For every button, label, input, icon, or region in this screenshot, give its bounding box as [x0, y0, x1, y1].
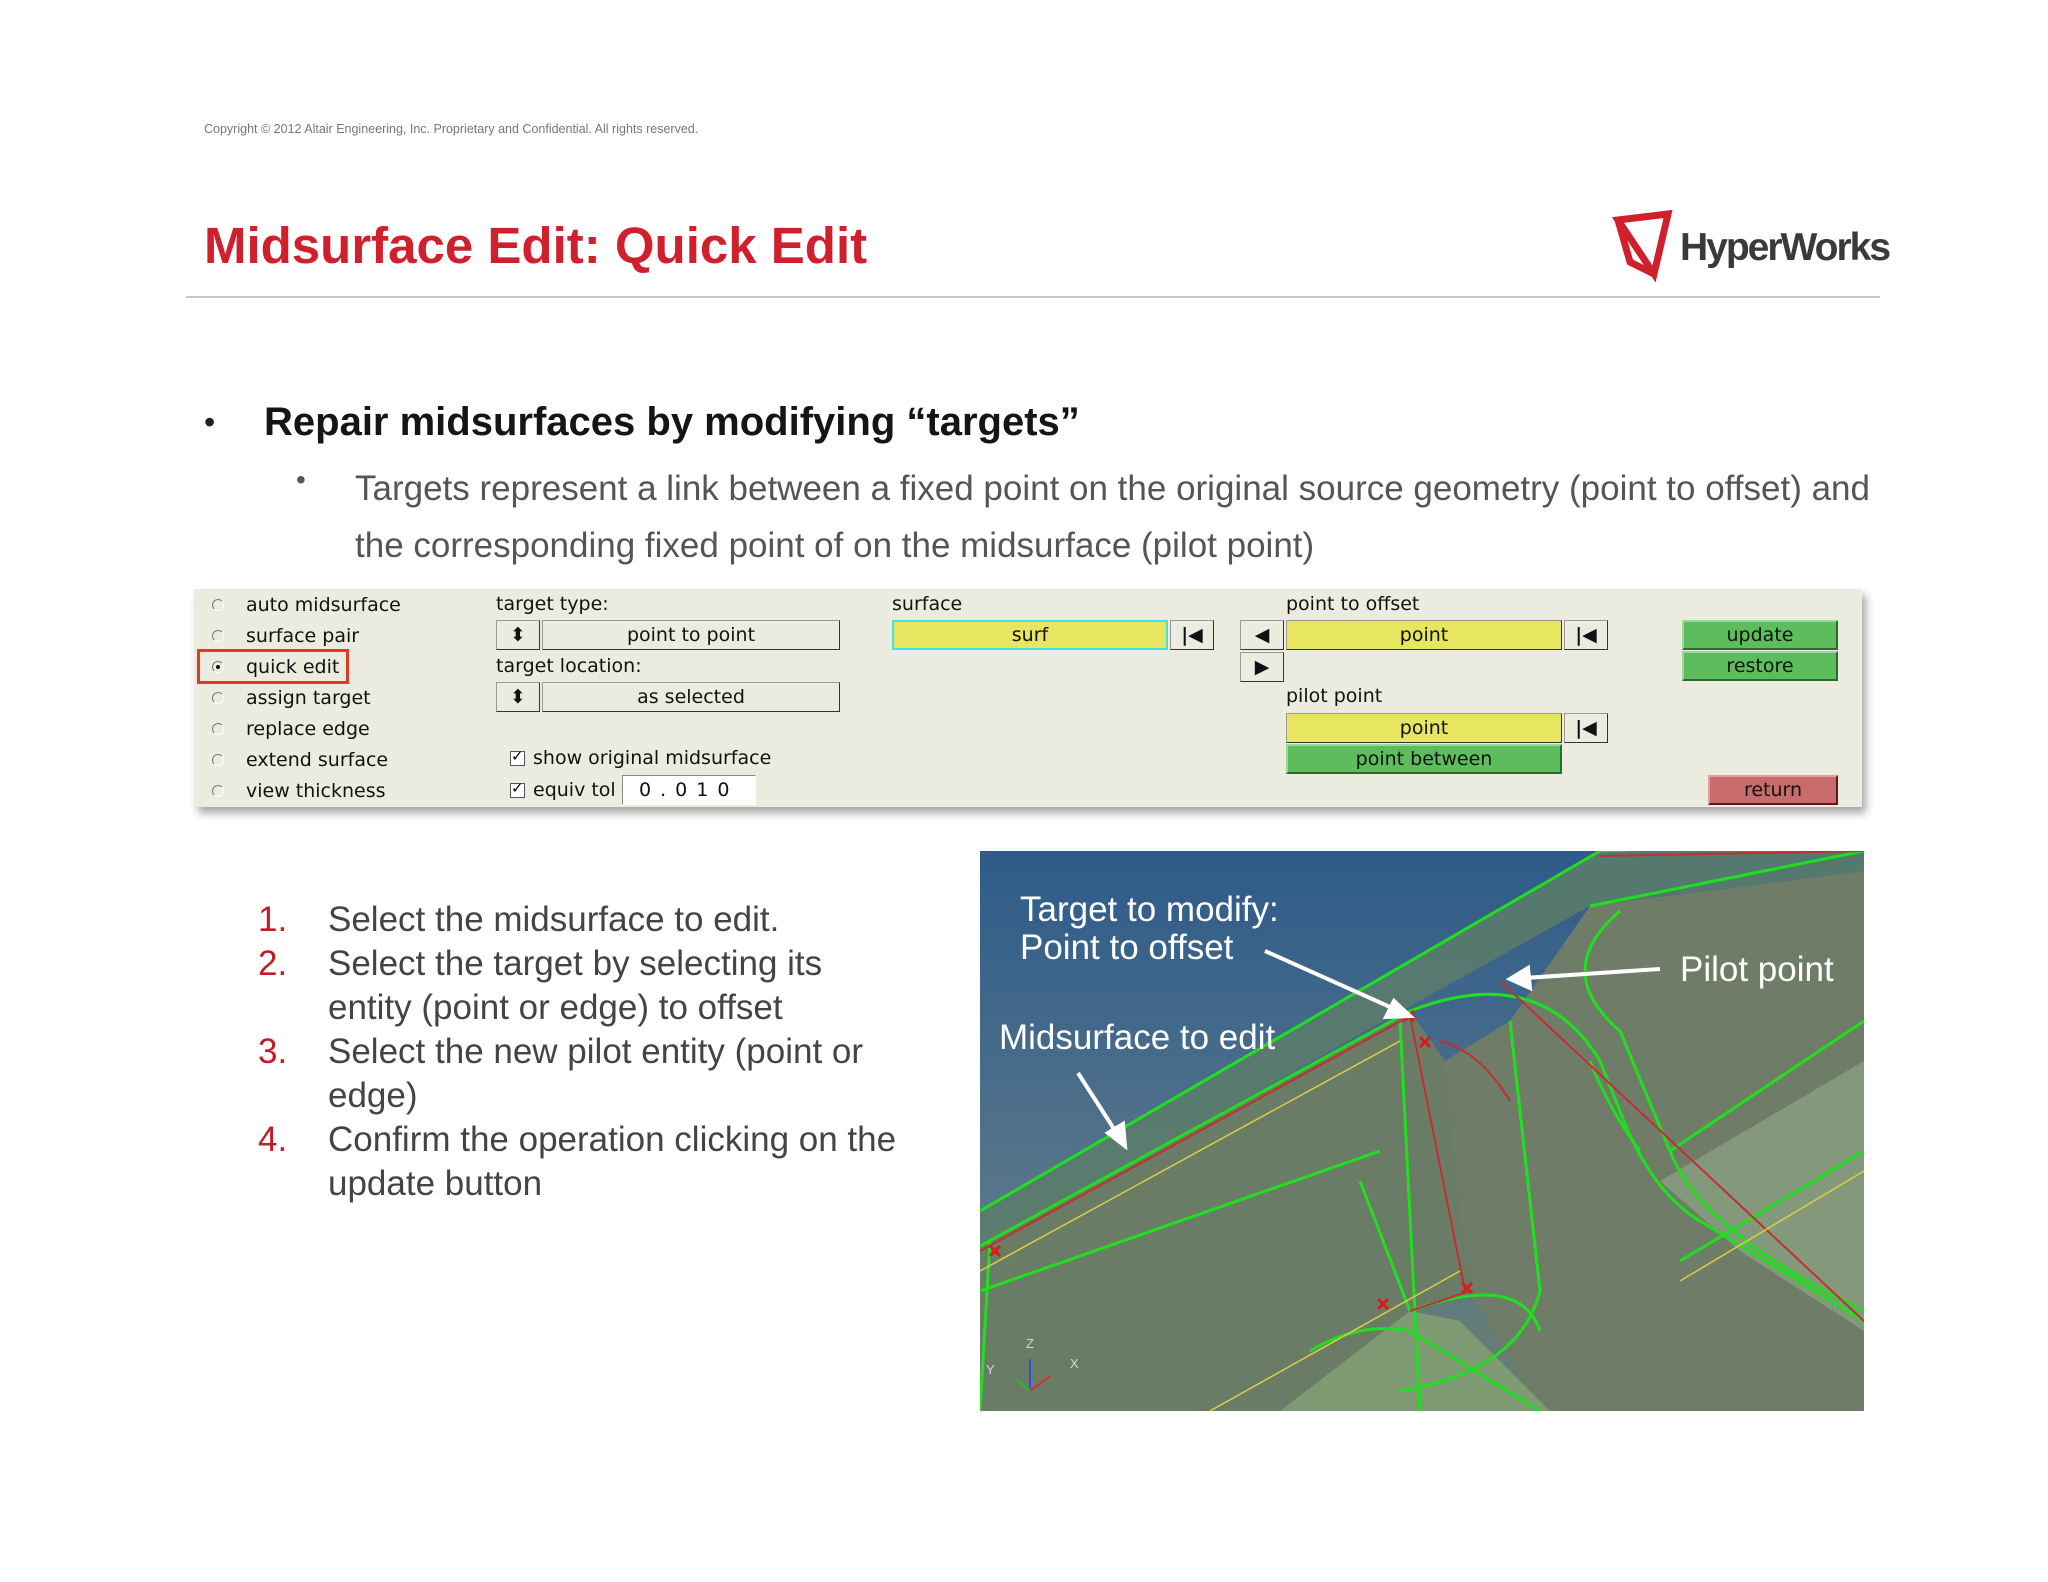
reset-arrow-icon: |◀: [1575, 624, 1597, 646]
surface-selector[interactable]: surf: [892, 620, 1168, 650]
radio-icon[interactable]: [212, 723, 224, 735]
axis-z-label: Z: [1026, 1336, 1034, 1351]
radio-icon[interactable]: [212, 599, 224, 611]
mode-label: replace edge: [246, 718, 370, 740]
quick-edit-highlight: [197, 649, 349, 684]
logo-text: HyperWorks: [1680, 226, 1890, 269]
axis-y-label: Y: [986, 1362, 995, 1377]
triangle-right-icon: ▶: [1254, 656, 1270, 678]
pilot-point-selector[interactable]: point: [1286, 713, 1562, 743]
hyperworks-logo-icon: [1610, 208, 1680, 288]
up-down-arrow-icon: ⬍: [510, 686, 526, 708]
target-type-field[interactable]: point to point: [542, 620, 840, 650]
target-type-label: target type:: [496, 593, 609, 615]
checkbox-checked-icon[interactable]: [510, 751, 525, 766]
step-number: 2.: [258, 944, 288, 983]
radio-icon[interactable]: [212, 785, 224, 797]
surface-reset-button[interactable]: [1170, 620, 1214, 650]
triangle-left-icon: ◀: [1254, 624, 1270, 646]
label-target-line2: Point to offset: [1020, 928, 1234, 967]
target-location-toggle[interactable]: [496, 682, 540, 712]
reset-arrow-icon: |◀: [1575, 717, 1597, 739]
label-midsurface: Midsurface to edit: [999, 1018, 1276, 1057]
title-divider: [186, 296, 1880, 298]
midsurface-panel: [194, 589, 1862, 807]
target-type-toggle[interactable]: [496, 620, 540, 650]
hyperworks-logo: [1610, 208, 1890, 288]
mode-label: surface pair: [246, 625, 360, 647]
list-item: [258, 942, 898, 1030]
show-original-label: show original midsurface: [533, 747, 772, 769]
mode-label: assign target: [246, 687, 371, 709]
point-between-button[interactable]: point between: [1286, 744, 1562, 774]
checkbox-checked-icon[interactable]: [510, 783, 525, 798]
pilot-point-label: pilot point: [1286, 685, 1383, 707]
mode-label: extend surface: [246, 749, 389, 771]
cad-viewport-image: [980, 851, 1864, 1411]
restore-button[interactable]: restore: [1682, 651, 1838, 681]
surface-label: surface: [892, 593, 963, 615]
point-to-offset-label: point to offset: [1286, 593, 1420, 615]
pilot-point-reset-button[interactable]: [1564, 713, 1608, 743]
bullet-icon: •: [204, 404, 216, 440]
sub-bullet: Targets represent a link between a fixed point on the original source geometry (point to offset) and the corresponding fixed point of on the midsurface (pilot point): [355, 469, 1870, 565]
mode-surface-pair[interactable]: [212, 622, 359, 650]
mode-assign-target[interactable]: [212, 684, 371, 712]
reset-arrow-icon: |◀: [1181, 624, 1203, 646]
prev-target-button[interactable]: [1240, 620, 1284, 650]
target-location-label: target location:: [496, 655, 642, 677]
sub-bullet-icon: •: [296, 464, 306, 495]
mode-extend-surface[interactable]: [212, 746, 388, 774]
list-item: [258, 1118, 898, 1206]
next-target-button[interactable]: [1240, 652, 1284, 682]
step-text: Select the target by selecting its entity (point or edge) to offset: [328, 944, 823, 1027]
step-number: 3.: [258, 1032, 288, 1071]
return-button[interactable]: return: [1708, 775, 1838, 805]
mode-auto-midsurface[interactable]: [212, 591, 401, 619]
mode-label: view thickness: [246, 780, 386, 802]
list-item: [258, 898, 898, 942]
page-title: Midsurface Edit: Quick Edit: [204, 217, 868, 274]
equiv-tol-label: equiv tol: [533, 779, 616, 801]
main-bullet: Repair midsurfaces by modifying “targets”: [264, 400, 1080, 444]
target-location-field[interactable]: as selected: [542, 682, 840, 712]
mode-view-thickness[interactable]: [212, 777, 386, 805]
steps-list: [258, 898, 898, 1206]
radio-icon[interactable]: [212, 692, 224, 704]
copyright-text: Copyright © 2012 Altair Engineering, Inc. Proprietary and Confidential. All rights reserved.: [204, 122, 699, 136]
axis-x-label: X: [1070, 1356, 1079, 1371]
update-button[interactable]: update: [1682, 620, 1838, 650]
radio-icon[interactable]: [212, 630, 224, 642]
equiv-tol-input[interactable]: 0.010: [622, 775, 756, 805]
step-number: 4.: [258, 1120, 288, 1159]
label-target-line1: Target to modify:: [1020, 890, 1279, 929]
step-text: Select the new pilot entity (point or edge): [328, 1032, 864, 1115]
list-item: [258, 1030, 898, 1118]
point-to-offset-reset-button[interactable]: [1564, 620, 1608, 650]
equiv-tol-control[interactable]: [510, 775, 756, 805]
step-number: 1.: [258, 900, 288, 939]
mode-replace-edge[interactable]: [212, 715, 370, 743]
mode-label: quick edit: [246, 656, 340, 678]
mode-label: auto midsurface: [246, 594, 401, 616]
label-pilot-point: Pilot point: [1680, 950, 1834, 989]
point-to-offset-selector[interactable]: point: [1286, 620, 1562, 650]
step-text: Select the midsurface to edit.: [328, 900, 780, 939]
up-down-arrow-icon: ⬍: [510, 624, 526, 646]
step-text: Confirm the operation clicking on the update button: [328, 1120, 897, 1203]
show-original-checkbox[interactable]: [510, 747, 771, 769]
radio-icon[interactable]: [212, 754, 224, 766]
